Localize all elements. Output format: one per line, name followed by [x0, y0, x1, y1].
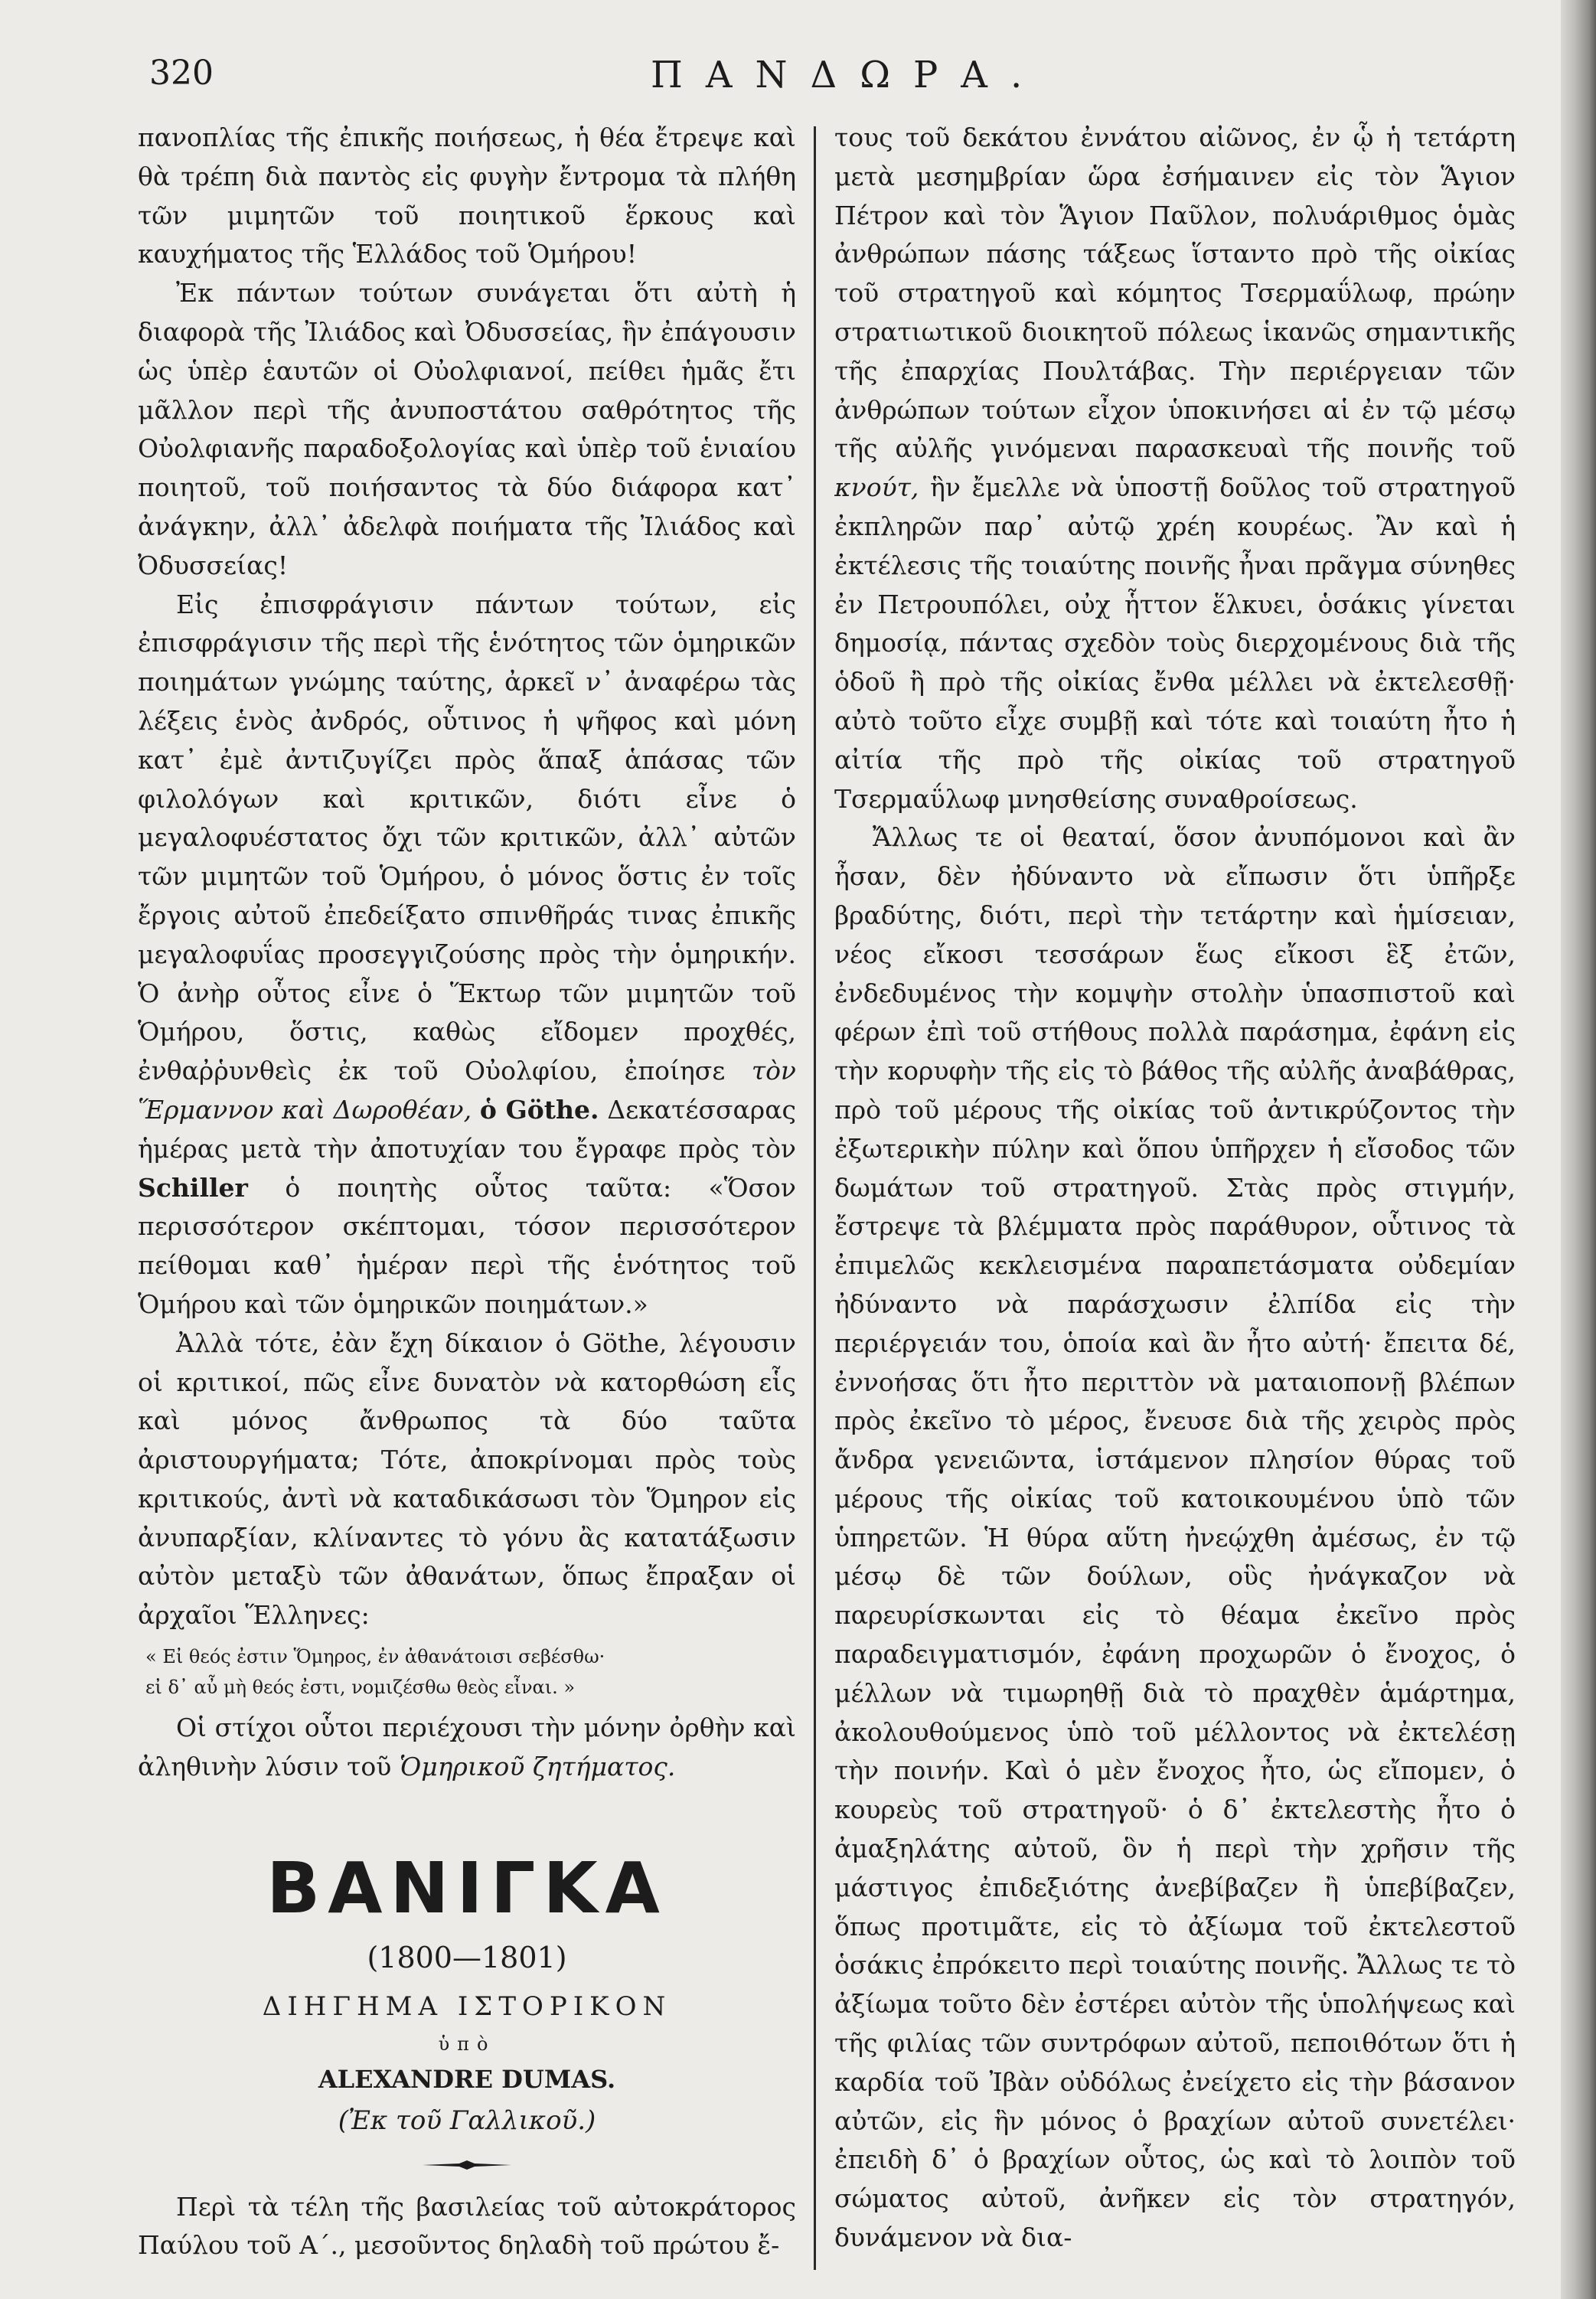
right-column [834, 119, 1516, 2285]
knout-word: κνούτ, [834, 472, 919, 503]
question-name: Ὁμηρικοῦ ζητήματος. [399, 1751, 676, 1781]
paragraph [138, 586, 796, 1324]
paragraph [138, 1709, 796, 1787]
story-title: ΒΑΝΙΓΚΑ [266, 1847, 667, 1929]
paragraph: Ἐκ πάντων τούτων συνάγεται ὅτι αὐτὴ ἡ διαφορὰ τῆς Ἰλιάδος καὶ Ὀδυσσείας, ἣν ἐπάγουσιν ὡς ὑπὲρ ἑαυτῶν οἱ Οὐολφιανοί, πείθει ἡμᾶς ἔτι μᾶλλον περὶ τῆς ἀνυποστάτου σαθρότητος τῆς Οὐολφιανῆς παραδοξολογίας καὶ ὑπὲρ τοῦ ἑνιαίου ποιητοῦ, τοῦ ποιήσαντος τὰ δύο διάφορα κατ᾽ ἀνάγκην, ἀλλ᾽ ἀδελφὰ ποιήματα τῆς Ἰλιάδος καὶ Ὀδυσσείας! [138, 278, 796, 580]
ornament-rule [421, 2159, 513, 2171]
work-title: τὸν Ἕρμαννον καὶ Δωροθέαν, [138, 1056, 796, 1125]
paragraph: Ἀλλὰ τότε, ἐὰν ἔχη δίκαιον ὁ Göthe, λέγουσιν οἱ κριτικοί, πῶς εἶνε δυνατὸν νὰ κατορθώση εἷς καὶ μόνος ἄνθρωπος τὰ δύο ταῦτα ἀριστουργήματα; Τότε, ἀποκρίνομαι πρὸς τοὺς κριτικούς, ἀντὶ νὰ καταδικάσωσι τὸν Ὅμηρον εἰς ἀνυπαρξίαν, κλίναντες τὸ γόνυ ἂς κατατάξωσιν αὐτὸν μεταξὺ τῶν ἀθανάτων, ὅπως ἔπραξαν οἱ ἀρχαῖοι Ἕλληνες: [138, 1327, 796, 1631]
journal-title: ΠΑΝΔΩΡΑ. [651, 54, 1046, 96]
paragraph: πανοπλίας τῆς ἐπικῆς ποιήσεως, ἡ θέα ἔτρεψε καὶ θὰ τρέπη διὰ παντὸς εἰς φυγὴν ἔντρομα τὰ πλήθη τῶν μιμητῶν τοῦ ποιητικοῦ ἕρκους καὶ καυχήματος τῆς Ἑλλάδος τοῦ Ὁμήρου! [138, 122, 796, 269]
column-divider [814, 126, 816, 2270]
paragraph [834, 119, 1516, 818]
book-binding-shadow [1561, 0, 1596, 2299]
schiller-name: Schiller [138, 1172, 248, 1203]
paragraph: Ἄλλως τε οἱ θεαταί, ὅσον ἀνυπόμονοι καὶ ἂν ἦσαν, δὲν ἠδύναντο νὰ εἴπωσιν ὅτι ὑπῆρξε βραδύτης, διότι, περὶ τὴν τετάρτην καὶ ἡμίσειαν, νέος εἴκοσι τεσσάρων ἕως εἴκοσι ἓξ ἐτῶν, ἐνδεδυμένος τὴν κομψὴν στολὴν ὑπασπιστοῦ καὶ φέρων ἐπὶ τοῦ στήθους πολλὰ παράσημα, ἐφάνη εἰς τὴν κορυφὴν τῆς εἰς τὸ βάθος τῆς αὐλῆς ἀναβάθρας, πρὸ τοῦ μέρους τῆς οἰκίας τοῦ ἀντικρύζοντος τὴν ἐξωτερικὴν πύλην καὶ ὅπου ὑπῆρχεν ἡ εἴσοδος τῶν δωμάτων τοῦ στρατηγοῦ. Στὰς πρὸς στιγμήν, ἔστρεψε τὰ βλέμματα πρὸς παράθυρον, οὗτινος τὰ ἐπιμελῶς κεκλεισμένα παραπετάσματα οὐδεμίαν ἠδύναντο νὰ παράσχωσιν ἐλπίδα εἰς τὴν περιέργειάν του, ὁποία καὶ ἂν ἦτο αὐτή· ἔπειτα δέ, ἐννοήσας ὅτι ἦτο περιττὸν νὰ ματαιοπονῇ βλέπων πρὸς ἐκεῖνο τὸ μέρος, ἔνευσε διὰ τῆς χειρὸς πρὸς ἄνδρα γενειῶντα, ἱστάμενον πλησίον θύρας τοῦ μέρους τῆς οἰκίας τοῦ κατοικουμένου ὑπὸ τῶν ὑπηρετῶν. Ἡ θύρα αὕτη ἠνεῴχθη ἀμέσως, ἐν τῷ μέσῳ δὲ τῶν δούλων, οὓς ἠνάγκαζον νὰ παρευρίσκωνται εἰς τὸ θέαμα ἐκεῖνο πρὸς παραδειγματισμόν, ἐφάνη προχωρῶν ὁ ἔνοχος, ὁ μέλλων νὰ τιμωρηθῇ διὰ τὸ πραχθὲν ἁμάρτημα, ἀκολουθούμενος ὑπὸ τοῦ μέλλοντος νὰ ἐκτελέσῃ τὴν ποινήν. Καὶ ὁ μὲν ἔνοχος ἦτο, ὡς εἴπομεν, ὁ κουρεὺς τοῦ στρατηγοῦ· ὁ δ᾽ ἐκτελεστὴς ἦτο ὁ ἀμαξηλάτης αὐτοῦ, ὃν ἡ περὶ τὴν χρῆσιν τῆς μάστιγος ἐπιδεξιότης ἀνεβίβαζεν ἢ ὑπεβίβαζεν, ὅπως προτιμᾶτε, εἰς τὸ ἀξίωμα τοῦ ἐκτελεστοῦ ὁσάκις ἐπρόκειτο περὶ τοιαύτης ποινῆς. Ἄλλως τε τὸ ἀξίωμα τοῦτο δὲν ἐστέρει αὐτὸν τῆς ὑπολήψεως καὶ τῆς φιλίας τῶν συντρόφων αὐτοῦ, πεποιθότων ὅτι ἡ καρδία τοῦ Ἰβὰν οὐδόλως ἐνείχετο εἰς τὴν βάσανον αὐτῶν, εἰς ἣν μόνος ὁ βραχίων αὐτοῦ συνετέλει· ἐπειδὴ δ᾽ ὁ βραχίων οὗτος, ὡς καὶ τὸ λοιπὸν τοῦ σώματος αὐτοῦ, ἀνῆκεν εἰς τὸν στρατηγόν, δυνάμενον νὰ δια- [834, 822, 1516, 2253]
goethe-name: ὁ Göthe. [479, 1094, 599, 1125]
story-author: ALEXANDRE DUMAS. [318, 2064, 616, 2094]
story-opening: Περὶ τὰ τέλη τῆς βασιλείας τοῦ αὐτοκράτορος Παύλου τοῦ Α΄., μεσοῦντος δηλαδὴ τοῦ πρώτου ἔ- [138, 2191, 796, 2261]
page-number: 320 [149, 54, 214, 93]
story-dates: (1800—1801) [367, 1940, 567, 1974]
epigram-line: « Εἰ θεός ἐστιν Ὅμηρος, ἐν ἀθανάτοισι σεβέσθω· [145, 1646, 605, 1668]
paragraph-text: ὁ ποιητὴς οὗτος ταῦτα: «Ὅσον περισσότερον σκέπτομαι, τόσον περισσότερον πείθομαι καθ᾽ ἡμέραν περὶ τῆς ἑνότητος τοῦ Ὁμήρου καὶ τῶν ὁμηρικῶν ποιημάτων.» [138, 1172, 796, 1319]
story-subtitle: ΔΙΗΓΗΜΑ ΙΣΤΟΡΙΚΟΝ [262, 1990, 672, 2022]
paragraph-text: Εἰς ἐπισφράγισιν πάντων τούτων, εἰς ἐπισφράγισιν τῆς περὶ τῆς ἑνότητος τῶν ὁμηρικῶν ποιημάτων γνώμης ταύτης, ἀρκεῖ ν᾽ ἀναφέρω τὰς λέξεις ἑνὸς ἀνδρός, οὗτινος ἡ ψῆφος καὶ μόνη κατ᾽ ἐμὲ ἀντιζυγίζει πρὸς ἅπαξ ἁπάσας τῶν φιλολόγων καὶ κριτικῶν, διότι εἶνε ὁ μεγαλοφυέστατος ὄχι τῶν κριτικῶν, ἀλλ᾽ αὐτῶν τῶν μιμητῶν τοῦ Ὁμήρου, ὁ μόνος ὅστις ἐν τοῖς ἔργοις αὐτοῦ ἐπεδείξατο σπινθῆράς τινας ἐπικῆς μεγαλοφυΐας προσεγγιζούσης πρὸς τὴν ὁμηρικήν. Ὁ ἀνὴρ οὗτος εἶνε ὁ Ἕκτωρ τῶν μιμητῶν τοῦ Ὁμήρου, ὅστις, καθὼς εἴδομεν προχθές, ἐνθαῤῥυνθεὶς ἐκ τοῦ Οὐολφίου, ἐποίησε [138, 589, 796, 1086]
paragraph-text: ἣν ἔμελλε νὰ ὑποστῇ δοῦλος τοῦ στρατηγοῦ ἐκπληρῶν παρ᾽ αὐτῷ χρέη κουρέως. Ἂν καὶ ἡ ἐκτέλεσις τῆς τοιαύτης ποινῆς ἦναι πρᾶγμα σύνηθες ἐν Πετρουπόλει, οὐχ ἧττον ἕλκυει, ὁσάκις γίνεται δημοσίᾳ, πάντας σχεδὸν τοὺς διερχομένους διὰ τῆς ὁδοῦ ἢ πρὸ τῆς οἰκίας ἔνθα μέλλει νὰ ἐκτελεσθῇ· αὐτὸ τοῦτο εἶχε συμβῇ καὶ τότε καὶ τοιαύτη ἦτο ἡ αἰτία τῆς πρὸ τῆς οἰκίας τοῦ στρατηγοῦ Τσερμαΰλωφ μνησθείσης συναθροίσεως. [834, 472, 1516, 814]
left-column [138, 119, 796, 2285]
paragraph-text: Οἱ στίχοι οὗτοι περιέχουσι τὴν μόνην ὀρθὴν καὶ ἀληθινὴν λύσιν τοῦ [138, 1713, 796, 1781]
epigram [145, 1641, 796, 1703]
paragraph-text: Δεκατέσσαρας ἡμέρας μετὰ τὴν ἀποτυχίαν του ἔγραφε πρὸς τὸν [138, 1094, 796, 1164]
story-source: (Ἐκ τοῦ Γαλλικοῦ.) [338, 2105, 596, 2136]
story-by: ὑπὸ [438, 2033, 496, 2055]
running-header [149, 54, 1527, 107]
paragraph-text: τους τοῦ δεκάτου ἐννάτου αἰῶνος, ἐν ᾧ ἡ τετάρτη μετὰ μεσημβρίαν ὥρα ἐσήμαινεν εἰς τὸν Ἅγιον Πέτρον καὶ τὸν Ἅγιον Παῦλον, πολυάριθμος ὁμὰς ἀνθρώπων πάσης τάξεως ἵσταντο πρὸ τῆς οἰκίας τοῦ στρατηγοῦ καὶ κόμητος Τσερμαΰλωφ, πρώην στρατιωτικοῦ διοικητοῦ πόλεως ἱκανῶς σημαντικῆς τῆς ἐπαρχίας Πουλτάβας. Τὴν περιέργειαν τῶν ἀνθρώπων τούτων εἶχον ὑποκινήσει αἱ ἐν τῷ μέσῳ τῆς αὐλῆς γινόμεναι παρασκευαὶ τῆς ποινῆς τοῦ [834, 122, 1516, 464]
epigram-line: εἰ δ᾽ αὖ μὴ θεός ἐστι, νομιζέσθω θεὸς εἶναι. » [145, 1677, 576, 1699]
